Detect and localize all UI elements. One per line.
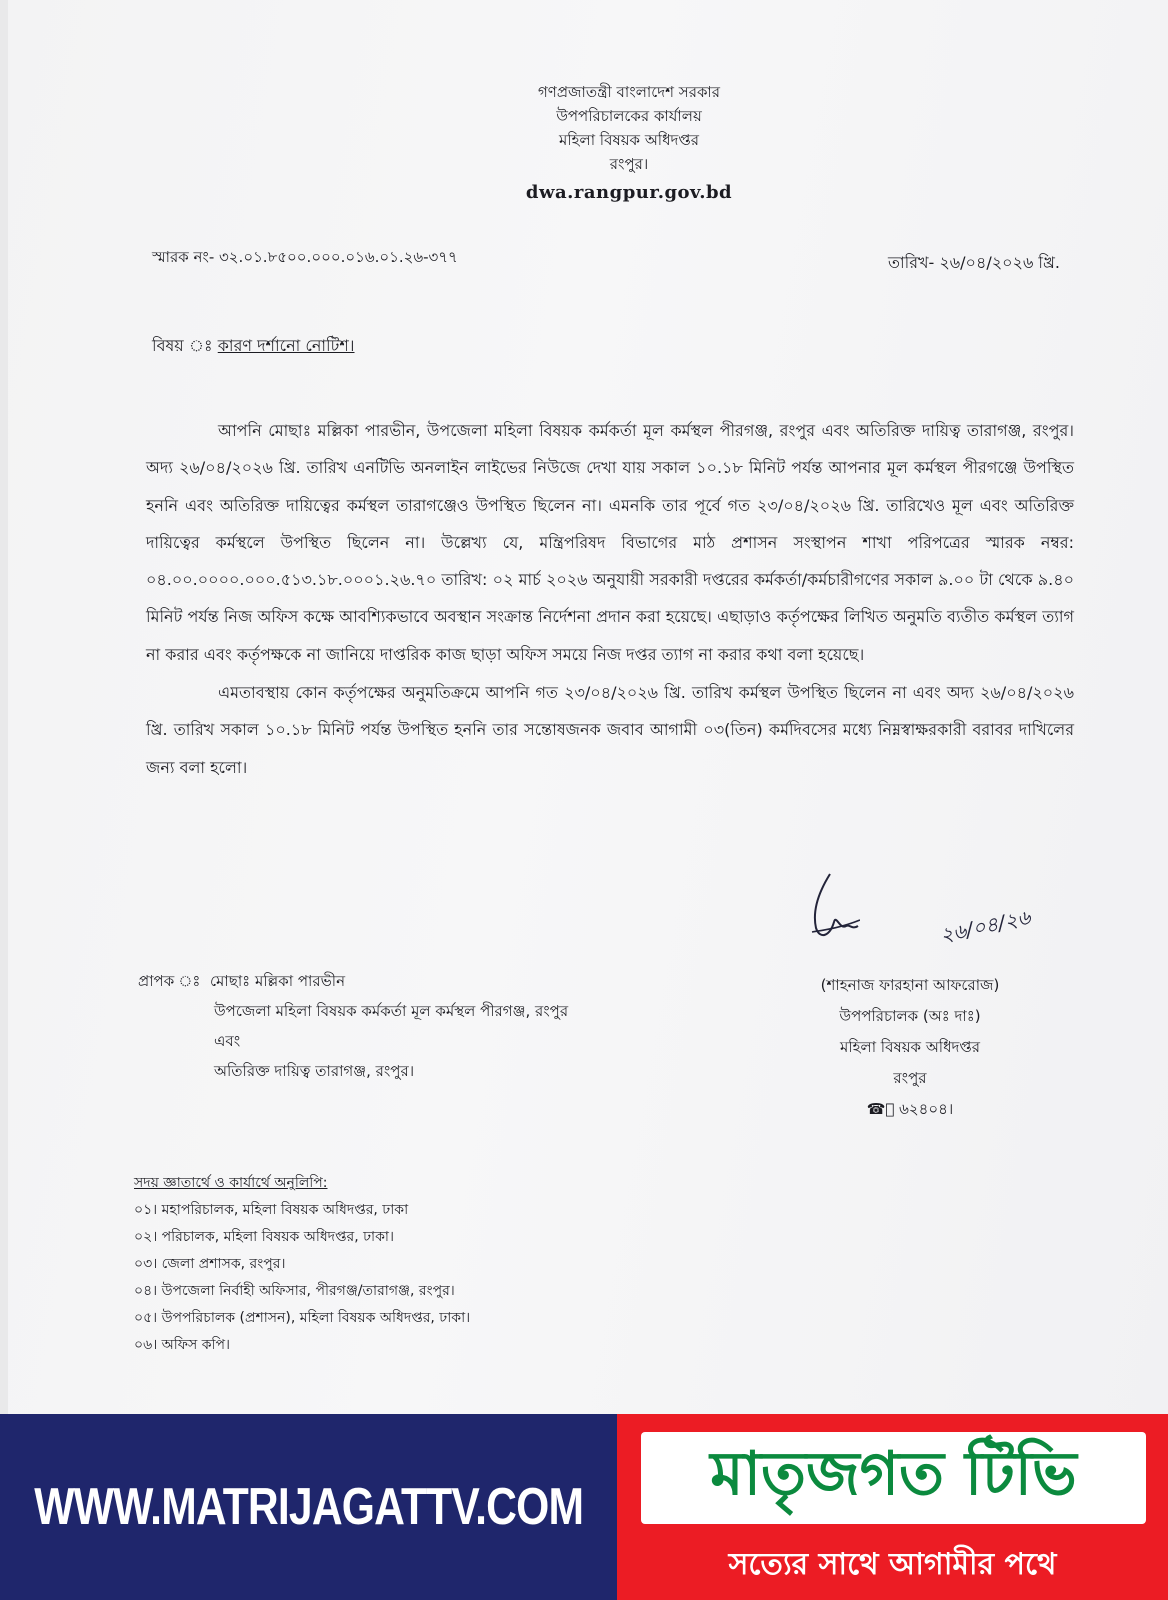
recipient-line: অতিরিক্ত দায়িত্ব তারাগঞ্জ, রংপুর। — [214, 1062, 415, 1080]
subject-label: বিষয় — [152, 336, 184, 355]
subject-text: কারণ দর্শানো নোটিশ। — [217, 336, 355, 355]
recipient-block — [138, 966, 568, 1086]
letterhead-line-office: উপপরিচালকের কার্যালয় — [556, 107, 702, 125]
cc-title: সদয় জ্ঞাতার্থে ও কার্যার্থে অনুলিপি: — [134, 1175, 328, 1191]
cc-item: ০৩। জেলা প্রশাসক, রংপুর। — [134, 1256, 286, 1272]
handwritten-signature — [760, 870, 860, 960]
telephone-icon: ☎ — [866, 1100, 895, 1118]
signatory-location: রংপুর — [893, 1069, 927, 1087]
letter-body — [146, 412, 1074, 786]
body-paragraph: আপনি মোছাঃ মল্লিকা পারভীন, উপজেলা মহিলা বিষয়ক কর্মকর্তা মূল কর্মস্থল পীরগঞ্জ, রংপুর এবং অতিরিক্ত দায়িত্ব তারাগঞ্জ, রংপুর। অদ্য ২৬/০৪/২০২৬ খ্রি. তারিখ এনটিভি অনলাইন লাইভের নিউজে দেখা যায় সকাল ১০.১৮ মিনিট পর্যন্ত আপনার মূল কর্মস্থল পীরগঞ্জে উপস্থিত হননি এবং অতিরিক্ত দায়িত্বের কর্মস্থল তারাগঞ্জেও উপস্থিত ছিলেন না। এমনকি তার পূর্বে গত ২৩/০৪/২০২৬ খ্রি. তারিখেও মূল এবং অতিরিক্ত দায়িত্বের কর্মস্থলে উপস্থিত ছিলেন না। উল্লেখ্য যে, মন্ত্রিপরিষদ বিভাগের মাঠ প্রশাসন সংস্থাপন শাখা পরিপত্রের স্মারক নম্বর: ০৪.০০.০০০০.০০০.৫১৩.১৮.০০০১.২৬.৭০ তারিখ: ০২ মার্চ ২০২৬ অনুযায়ী সরকারী দপ্তরের কর্মকর্তা/কর্মচারীগণের সকাল ৯.০০ টা থেকে ৯.৪০ মিনিট পর্যন্ত নিজ অফিস কক্ষে আবশ্যিকভাবে অবস্থান সংক্রান্ত নির্দেশনা প্রদান করা হয়েছে। এছাড়াও কর্তৃপক্ষের লিখিত অনুমতি ব্যতীত কর্মস্থল ত্যাগ না করার এবং কর্তৃপক্ষকে না জানিয়ে দাপ্তরিক কাজ ছাড়া অফিস সময়ে নিজ দপ্তর ত্যাগ না করার কথা বলা হয়েছে। — [146, 421, 1074, 664]
cc-item: ০৪। উপজেলা নির্বাহী অফিসার, পীরগঞ্জ/তারাগঞ্জ, রংপুর। — [134, 1283, 455, 1299]
cc-item: ০১। মহাপরিচালক, মহিলা বিষয়ক অধিদপ্তর, ঢাকা — [134, 1202, 409, 1218]
phone-number: ঃ ৬২৪০৪। — [894, 1100, 954, 1118]
brand-tagline: সত্যের সাথে আগামীর পথে — [728, 1547, 1057, 1582]
footer-website-text: WWW.MATRIJAGATTV.COM — [34, 1478, 583, 1536]
memo-number: স্মারক নং- ৩২.০১.৮৫০০.০০০.০১৬.০১.২৬-৩৭৭ — [152, 248, 458, 266]
letterhead — [0, 80, 1168, 203]
cc-item: ০৬। অফিস কপি। — [134, 1337, 231, 1353]
cc-item: ০২। পরিচালক, মহিলা বিষয়ক অধিদপ্তর, ঢাকা। — [134, 1229, 394, 1245]
brand-logo-text: মাতৃজগত টিভি — [710, 1439, 1077, 1509]
signature-block — [770, 970, 1050, 1125]
signatory-name: (শাহনাজ ফারহানা আফরোজ) — [820, 976, 1000, 994]
copy-distribution — [134, 1170, 470, 1359]
letterhead-line-government: গণপ্রজাতন্ত্রী বাংলাদেশ সরকার — [537, 83, 721, 101]
signatory-designation: উপপরিচালক (অঃ দাঃ) — [839, 1007, 981, 1025]
letterhead-website: dwa.rangpur.gov.bd — [525, 182, 733, 203]
cc-item: ০৫। উপপরিচালক (প্রশাসন), মহিলা বিষয়ক অধিদপ্তর, ঢাকা। — [134, 1310, 471, 1326]
recipient-name: মোছাঃ মল্লিকা পারভীন — [209, 972, 346, 990]
body-paragraph: এমতাবস্থায় কোন কর্তৃপক্ষের অনুমতিক্রমে আপনি গত ২৩/০৪/২০২৬ খ্রি. তারিখ কর্মস্থল উপস্থিত ছিলেন না এবং অদ্য ২৬/০৪/২০২৬ খ্রি. তারিখ সকাল ১০.১৮ মিনিট পর্যন্ত উপস্থিত হননি তার সন্তোষজনক জবাব আগামী ০৩(তিন) কর্মদিবসের মধ্যে নিম্নস্বাক্ষরকারী বরাবর দাখিলের জন্য বলা হলো। — [146, 683, 1074, 777]
letterhead-line-department: মহিলা বিষয়ক অধিদপ্তর — [559, 131, 699, 149]
signatory-phone — [770, 1094, 1050, 1125]
recipient-line: উপজেলা মহিলা বিষয়ক কর্মকর্তা মূল কর্মস্থল পীরগঞ্জ, রংপুর — [214, 1002, 569, 1020]
signature-date-handwritten: ২৬/০৪/২৬ — [937, 904, 1033, 948]
subject-line — [152, 333, 355, 360]
letterhead-line-city: রংপুর। — [609, 155, 649, 173]
recipient-line: এবং — [214, 1032, 241, 1050]
signatory-office: মহিলা বিষয়ক অধিদপ্তর — [840, 1038, 980, 1056]
footer-brand-banner — [617, 1414, 1168, 1600]
subject-separator: ঃ — [188, 336, 213, 355]
letter-date: তারিখ- ২৬/০৪/২০২৬ খ্রি. — [887, 253, 1060, 272]
footer-website-banner — [0, 1414, 617, 1600]
recipient-label: প্রাপক ঃ — [138, 972, 201, 990]
brand-logo-box — [641, 1432, 1146, 1524]
